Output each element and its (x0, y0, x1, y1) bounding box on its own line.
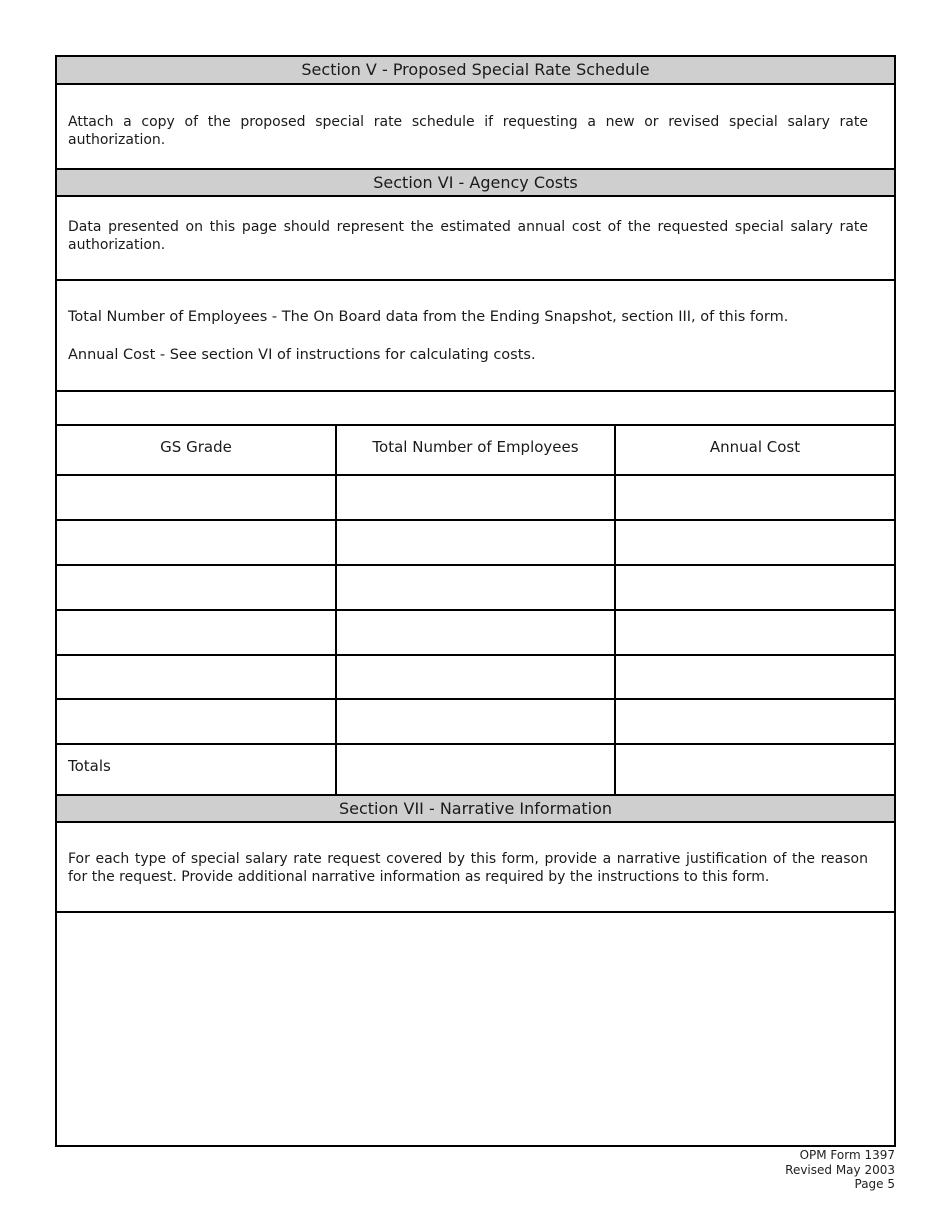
section-vi-intro: Data presented on this page should represent the estimated annual cost of the requested special salary rate authorization. (68, 219, 868, 253)
revision-date: Revised May 2003 (785, 1162, 895, 1177)
cost-input-2[interactable] (616, 521, 894, 564)
section-vii-header (57, 796, 894, 823)
section-vii-title: Section VII - Narrative Information (338, 799, 613, 818)
col-total-employees: Total Number of Employees (372, 438, 579, 456)
page-number: Page 5 (854, 1177, 895, 1191)
form-footer (785, 1148, 895, 1192)
totals-employees-input[interactable] (337, 745, 614, 794)
col-gs-grade: GS Grade (160, 438, 232, 456)
section-v-title: Section V - Proposed Special Rate Schedule (301, 60, 650, 79)
narrative-input-area[interactable] (57, 913, 894, 1145)
grade-input-5[interactable] (57, 656, 335, 698)
section-vi-title: Section VI - Agency Costs (373, 173, 578, 192)
grade-input-4[interactable] (57, 611, 335, 654)
definition-annual-cost (57, 346, 894, 364)
cost-input-5[interactable] (616, 656, 894, 698)
agency-costs-table (57, 424, 894, 794)
employees-input-6[interactable] (337, 700, 614, 743)
definition-cost-term: Annual Cost (68, 347, 156, 363)
employees-input-4[interactable] (337, 611, 614, 654)
cost-input-1[interactable] (616, 476, 894, 519)
section-v-text: Attach a copy of the proposed special rate schedule if requesting a new or revised special salary rate authorization. (68, 114, 868, 148)
cost-input-4[interactable] (616, 611, 894, 654)
col-annual-cost: Annual Cost (709, 438, 801, 456)
grade-input-2[interactable] (57, 521, 335, 564)
definition-cost-text: - See section VI of instructions for calculating costs. (155, 347, 536, 363)
grade-input-1[interactable] (57, 476, 335, 519)
section-v-header (57, 57, 894, 85)
definition-total-term: Total Number of Employees (68, 309, 268, 325)
totals-cost-input[interactable] (616, 745, 894, 794)
grade-input-6[interactable] (57, 700, 335, 743)
section-vi-header (57, 170, 894, 197)
definition-total-text: - The On Board data from the Ending Snapshot, section III, of this form. (267, 309, 789, 325)
cost-input-6[interactable] (616, 700, 894, 743)
cost-input-3[interactable] (616, 566, 894, 609)
totals-label: Totals (68, 757, 111, 775)
employees-input-3[interactable] (337, 566, 614, 609)
form-frame (55, 55, 896, 1147)
section-vii-text: For each type of special salary rate request covered by this form, provide a narrative justification of the reason for the request. Provide additional narrative information as required by the instructions to this form. (68, 851, 868, 885)
employees-input-2[interactable] (337, 521, 614, 564)
grade-input-3[interactable] (57, 566, 335, 609)
form-number: OPM Form 1397 (799, 1148, 895, 1162)
employees-input-1[interactable] (337, 476, 614, 519)
definition-total-employees (57, 308, 894, 326)
employees-input-5[interactable] (337, 656, 614, 698)
